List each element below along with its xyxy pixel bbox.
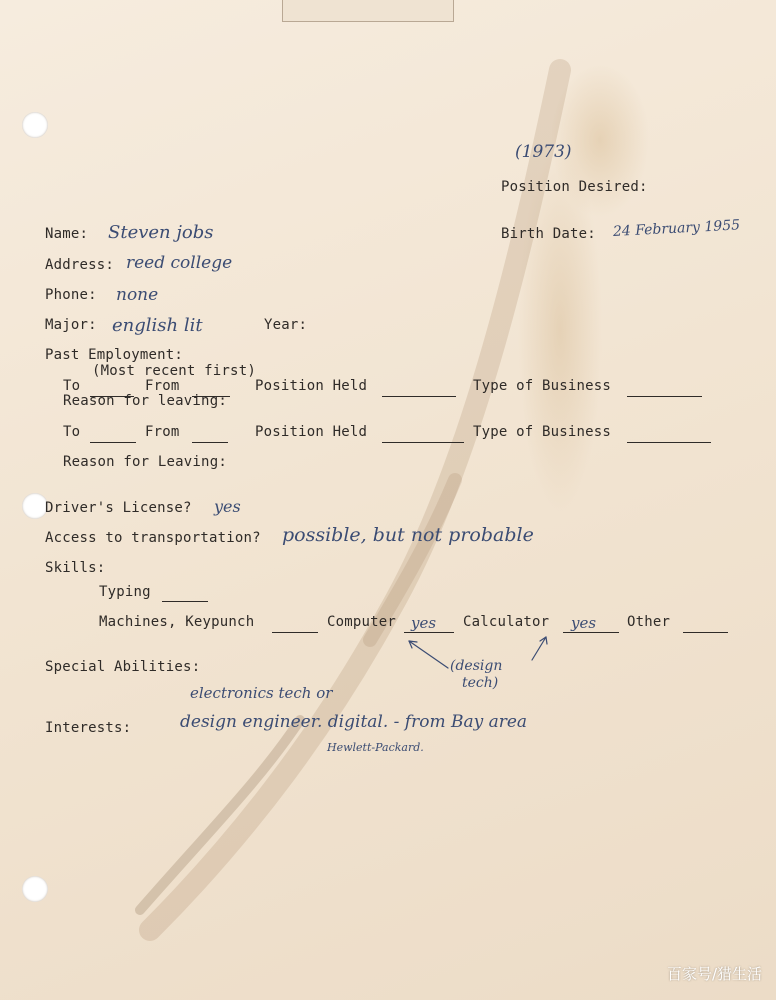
- punch-hole-top: [22, 112, 48, 138]
- phone-label: Phone:: [45, 287, 97, 303]
- handwritten-computer: yes: [411, 614, 437, 632]
- handwritten-birth-date: 24 February 1955: [612, 217, 741, 240]
- transportation-label: Access to transportation?: [45, 530, 261, 546]
- handwritten-drivers-license: yes: [214, 497, 241, 516]
- to-blank-2: [90, 442, 136, 443]
- handwritten-year: (1973): [515, 142, 572, 162]
- handwritten-phone: none: [116, 285, 159, 305]
- handwritten-name: Steven jobs: [108, 222, 214, 243]
- address-label: Address:: [45, 257, 115, 273]
- from-blank-2: [192, 442, 228, 443]
- major-label: Major:: [45, 317, 97, 333]
- handwritten-special-abilities: electronics tech or: [190, 684, 333, 702]
- type-of-business-label-2: Type of Business: [473, 424, 612, 440]
- keypunch-blank: [272, 632, 318, 633]
- handwritten-address: reed college: [126, 253, 233, 273]
- type-of-business-blank-1: [627, 396, 702, 397]
- other-label: Other: [627, 614, 671, 630]
- drivers-license-label: Driver's License?: [45, 500, 192, 516]
- handwritten-interests-line1: design engineer. digital. - from Bay area: [180, 712, 528, 732]
- handwritten-calculator: yes: [571, 614, 597, 632]
- handwritten-interests-line2: Hewlett-Packard.: [327, 741, 424, 754]
- watermark: 百家号/猎生活: [666, 965, 762, 983]
- typing-label: Typing: [99, 584, 151, 600]
- handwritten-annotation-line1: (design: [450, 658, 503, 674]
- from-label-2: From: [145, 424, 180, 440]
- handwritten-transportation: possible, but not probable: [282, 524, 534, 546]
- birth-date-label: Birth Date:: [501, 226, 596, 242]
- to-label-1: To: [63, 378, 81, 394]
- past-employment-label: Past Employment:: [45, 347, 184, 363]
- machines-keypunch-label: Machines, Keypunch: [99, 614, 255, 630]
- handwritten-major: english lit: [112, 315, 203, 336]
- calculator-blank: [563, 632, 619, 633]
- special-abilities-label: Special Abilities:: [45, 659, 201, 675]
- type-of-business-blank-2: [627, 442, 711, 443]
- punch-hole-bottom: [22, 876, 48, 902]
- reason-for-leaving-label-1: Reason for leaving:: [63, 393, 227, 409]
- from-label-1: From: [145, 378, 180, 394]
- position-held-label-2: Position Held: [255, 424, 368, 440]
- year-label: Year:: [264, 317, 308, 333]
- most-recent-note: (Most recent first): [92, 363, 256, 379]
- position-held-blank-1: [382, 396, 456, 397]
- computer-label: Computer: [327, 614, 397, 630]
- computer-blank: [404, 632, 454, 633]
- to-label-2: To: [63, 424, 81, 440]
- paper-tab: [282, 0, 454, 22]
- reason-for-leaving-label-2: Reason for Leaving:: [63, 454, 227, 470]
- handwritten-annotation-line2: tech): [462, 675, 499, 691]
- other-blank: [683, 632, 728, 633]
- type-of-business-label-1: Type of Business: [473, 378, 612, 394]
- skills-label: Skills:: [45, 560, 106, 576]
- position-held-label-1: Position Held: [255, 378, 368, 394]
- position-desired-label: Position Desired:: [501, 179, 648, 195]
- name-label: Name:: [45, 226, 89, 242]
- typing-blank: [162, 601, 208, 602]
- position-held-blank-2: [382, 442, 464, 443]
- interests-label: Interests:: [45, 720, 132, 736]
- calculator-label: Calculator: [463, 614, 550, 630]
